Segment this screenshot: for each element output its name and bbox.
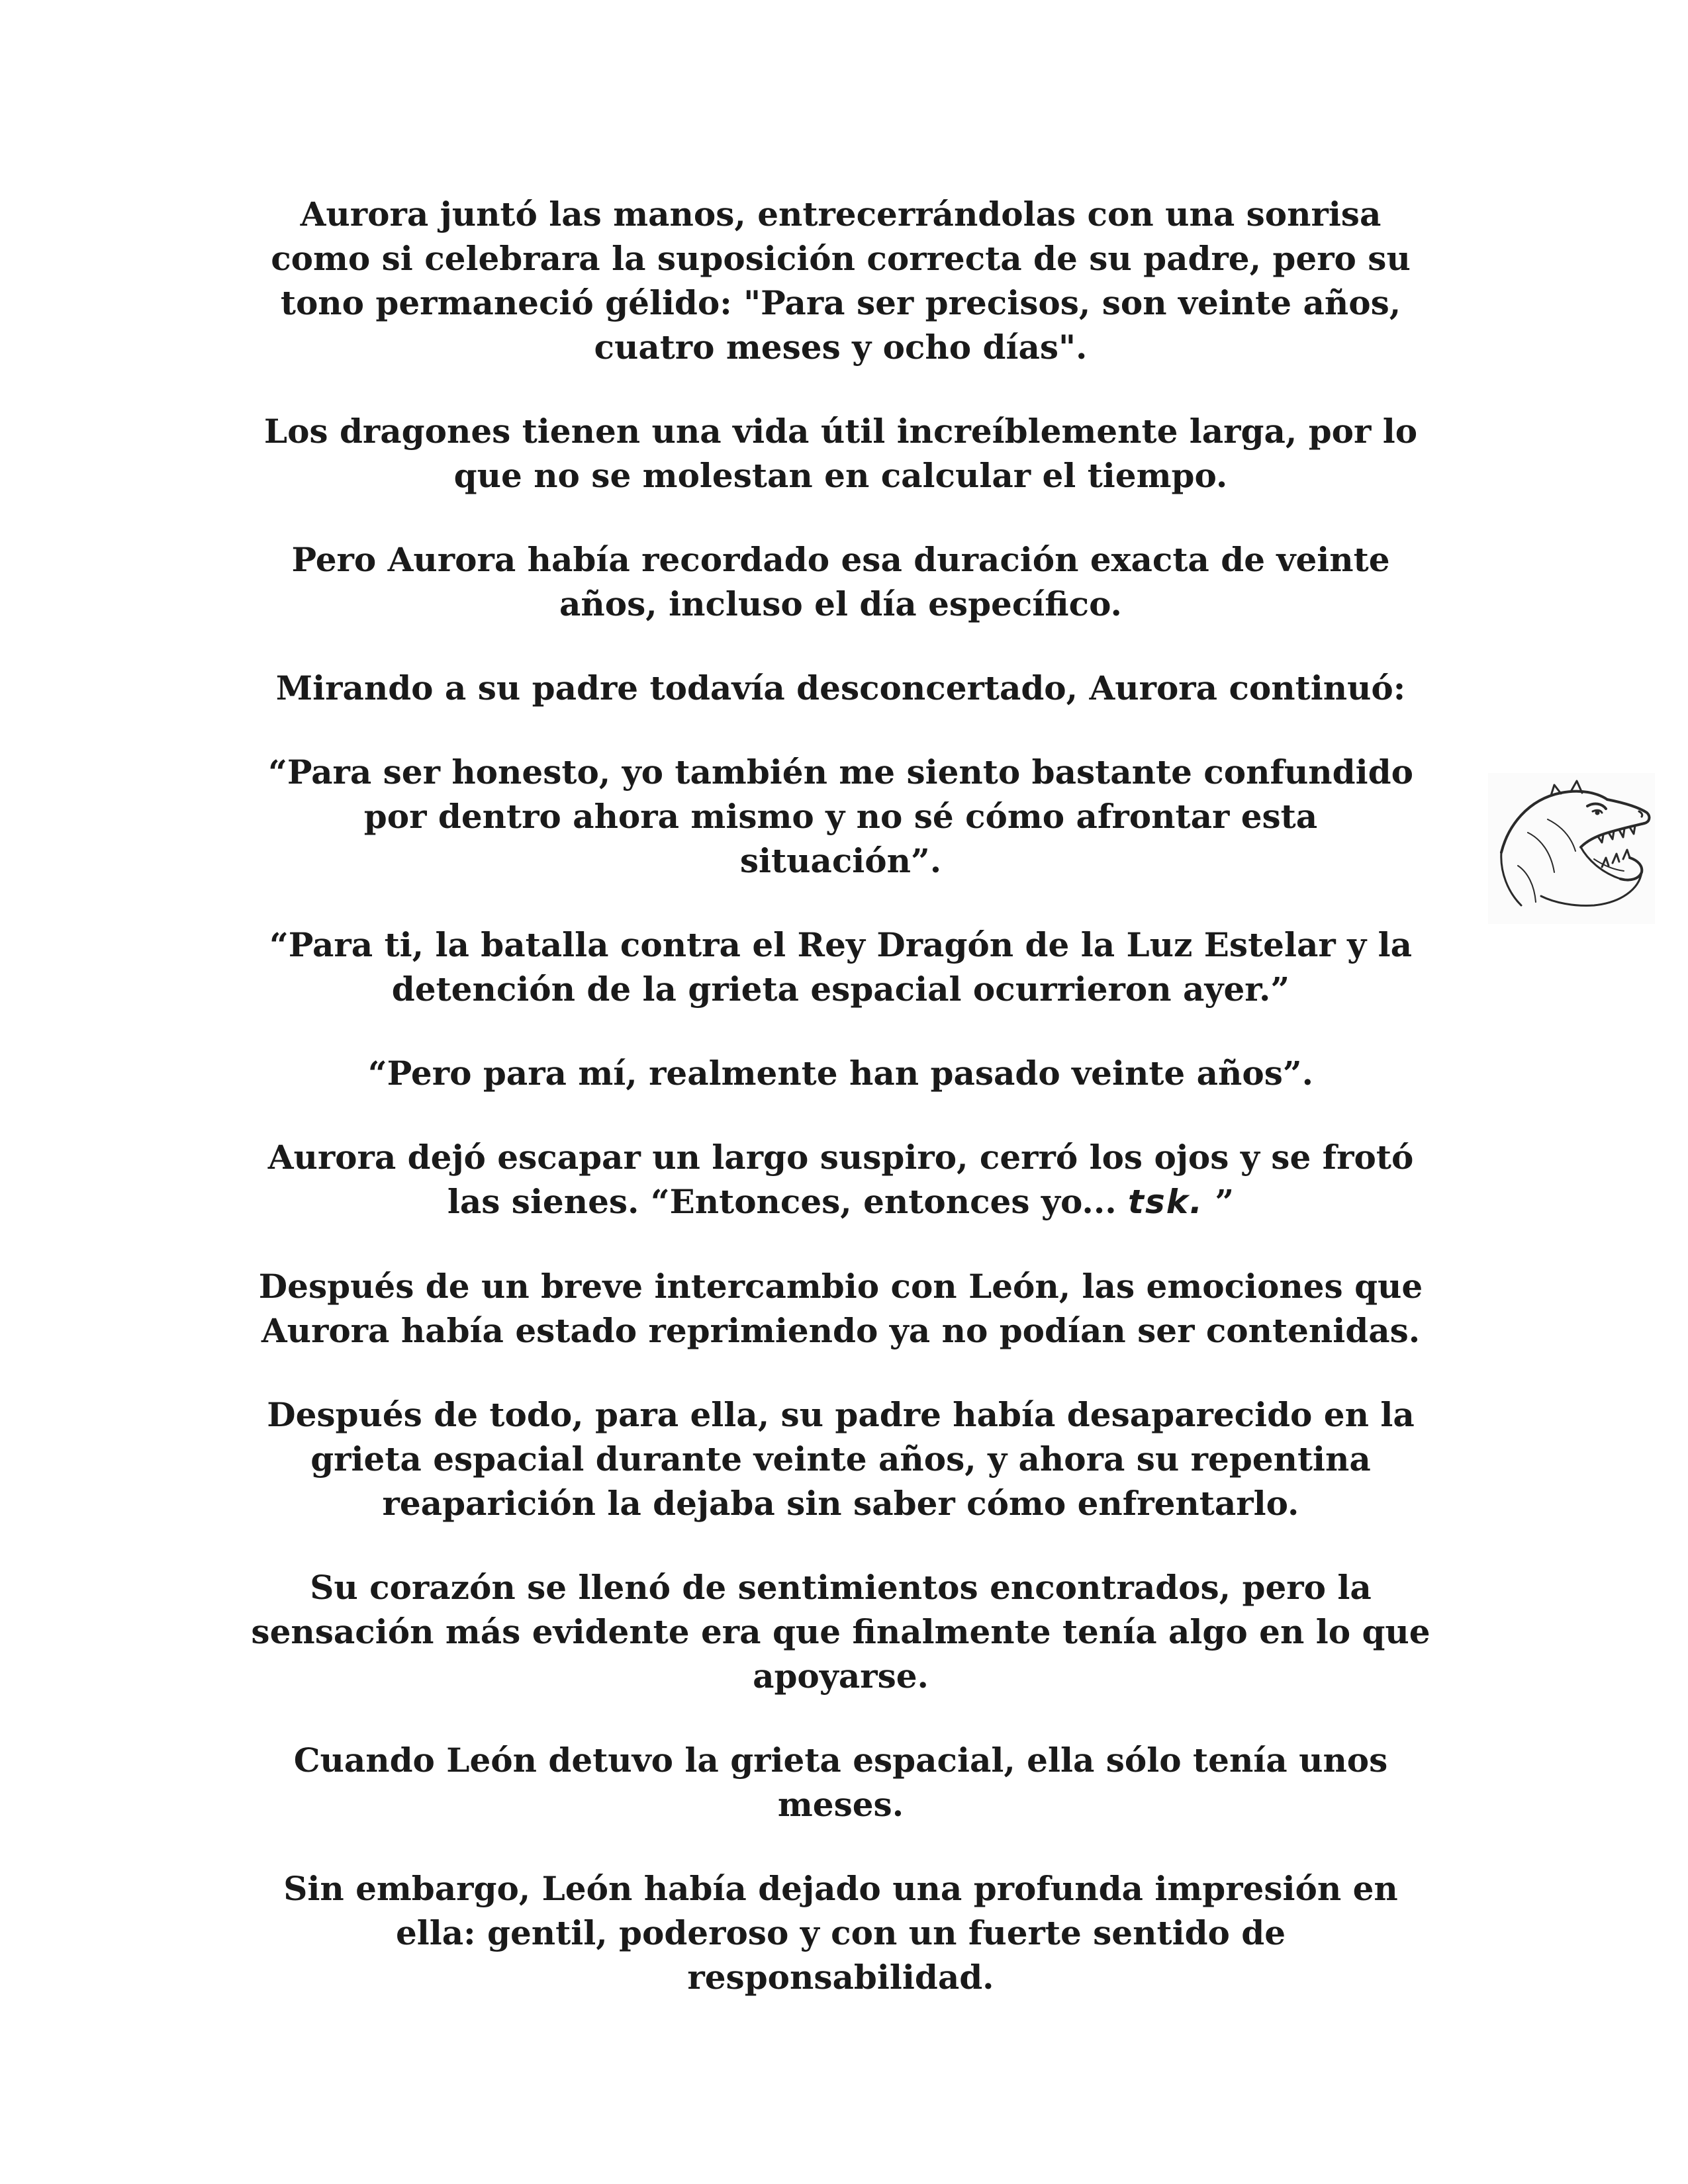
paragraph-3 [218, 537, 1463, 626]
text-line: Su corazón se llenó de sentimientos encontrados, pero la [310, 1568, 1372, 1607]
paragraph-2 [218, 409, 1463, 498]
dragon-head-sketch-icon [1488, 773, 1655, 924]
text-segment: las sienes. “Entonces, entonces yo... [447, 1182, 1129, 1221]
paragraph-5 [218, 750, 1463, 883]
text-line: Cuando León detuvo la grieta espacial, ella sólo tenía unos [293, 1741, 1388, 1780]
text-line: Después de todo, para ella, su padre había desaparecido en la [267, 1395, 1415, 1434]
text-line: meses. [777, 1785, 904, 1824]
text-line: Aurora juntó las manos, entrecerrándolas con una sonrisa [300, 195, 1382, 234]
text-line: reaparición la dejaba sin saber cómo enfrentarlo. [382, 1484, 1299, 1523]
text-line: ella: gentil, poderoso y con un fuerte sentido de [395, 1913, 1286, 1952]
text-line [218, 1179, 1463, 1224]
text-line: por dentro ahora mismo y no sé cómo afrontar esta [363, 797, 1318, 836]
text-line: Aurora había estado reprimiendo ya no podían ser contenidas. [261, 1311, 1421, 1350]
text-line: apoyarse. [753, 1657, 929, 1696]
text-line: tono permaneció gélido: "Para ser precisos, son veinte años, [280, 283, 1401, 322]
paragraph-11 [218, 1565, 1463, 1698]
paragraph-10 [218, 1392, 1463, 1525]
body-text [218, 192, 1463, 2039]
text-line: Sin embargo, León había dejado una profunda impresión en [283, 1869, 1398, 1908]
text-line: Los dragones tienen una vida útil increíblemente larga, por lo [263, 412, 1418, 451]
text-line: como si celebrara la suposición correcta de su padre, pero su [271, 239, 1411, 278]
emphasis-tsk: tsk. [1128, 1183, 1203, 1221]
text-line: detención de la grieta espacial ocurrieron ayer.” [391, 970, 1290, 1009]
paragraph-9 [218, 1264, 1463, 1353]
text-line: cuatro meses y ocho días". [594, 328, 1088, 367]
paragraph-7 [218, 1051, 1463, 1095]
text-line: años, incluso el día específico. [559, 584, 1122, 623]
paragraph-1 [218, 192, 1463, 369]
text-line: Aurora dejó escapar un largo suspiro, cerró los ojos y se frotó [267, 1138, 1414, 1177]
paragraph-4 [218, 666, 1463, 710]
text-line: responsabilidad. [687, 1958, 994, 1997]
paragraph-6 [218, 923, 1463, 1011]
paragraph-8 [218, 1135, 1463, 1224]
paragraph-13 [218, 1866, 1463, 1999]
text-line: que no se molestan en calcular el tiempo. [453, 456, 1228, 495]
text-line: sensación más evidente era que finalmente tenía algo en lo que [251, 1612, 1430, 1651]
text-line: Mirando a su padre todavía desconcertado, Aurora continuó: [275, 668, 1406, 707]
text-line: “Para ti, la batalla contra el Rey Dragón de la Luz Estelar y la [269, 925, 1412, 964]
paragraph-12 [218, 1738, 1463, 1827]
text-line: Después de un breve intercambio con León, las emociones que [258, 1267, 1423, 1306]
text-line: grieta espacial durante veinte años, y ahora su repentina [310, 1439, 1371, 1479]
text-line: “Pero para mí, realmente han pasado veinte años”. [367, 1054, 1314, 1093]
text-line: situación”. [739, 841, 942, 880]
text-line: “Para ser honesto, yo también me siento bastante confundido [268, 752, 1413, 792]
text-segment: ” [1203, 1182, 1235, 1221]
text-line: Pero Aurora había recordado esa duración exacta de veinte [291, 540, 1390, 579]
